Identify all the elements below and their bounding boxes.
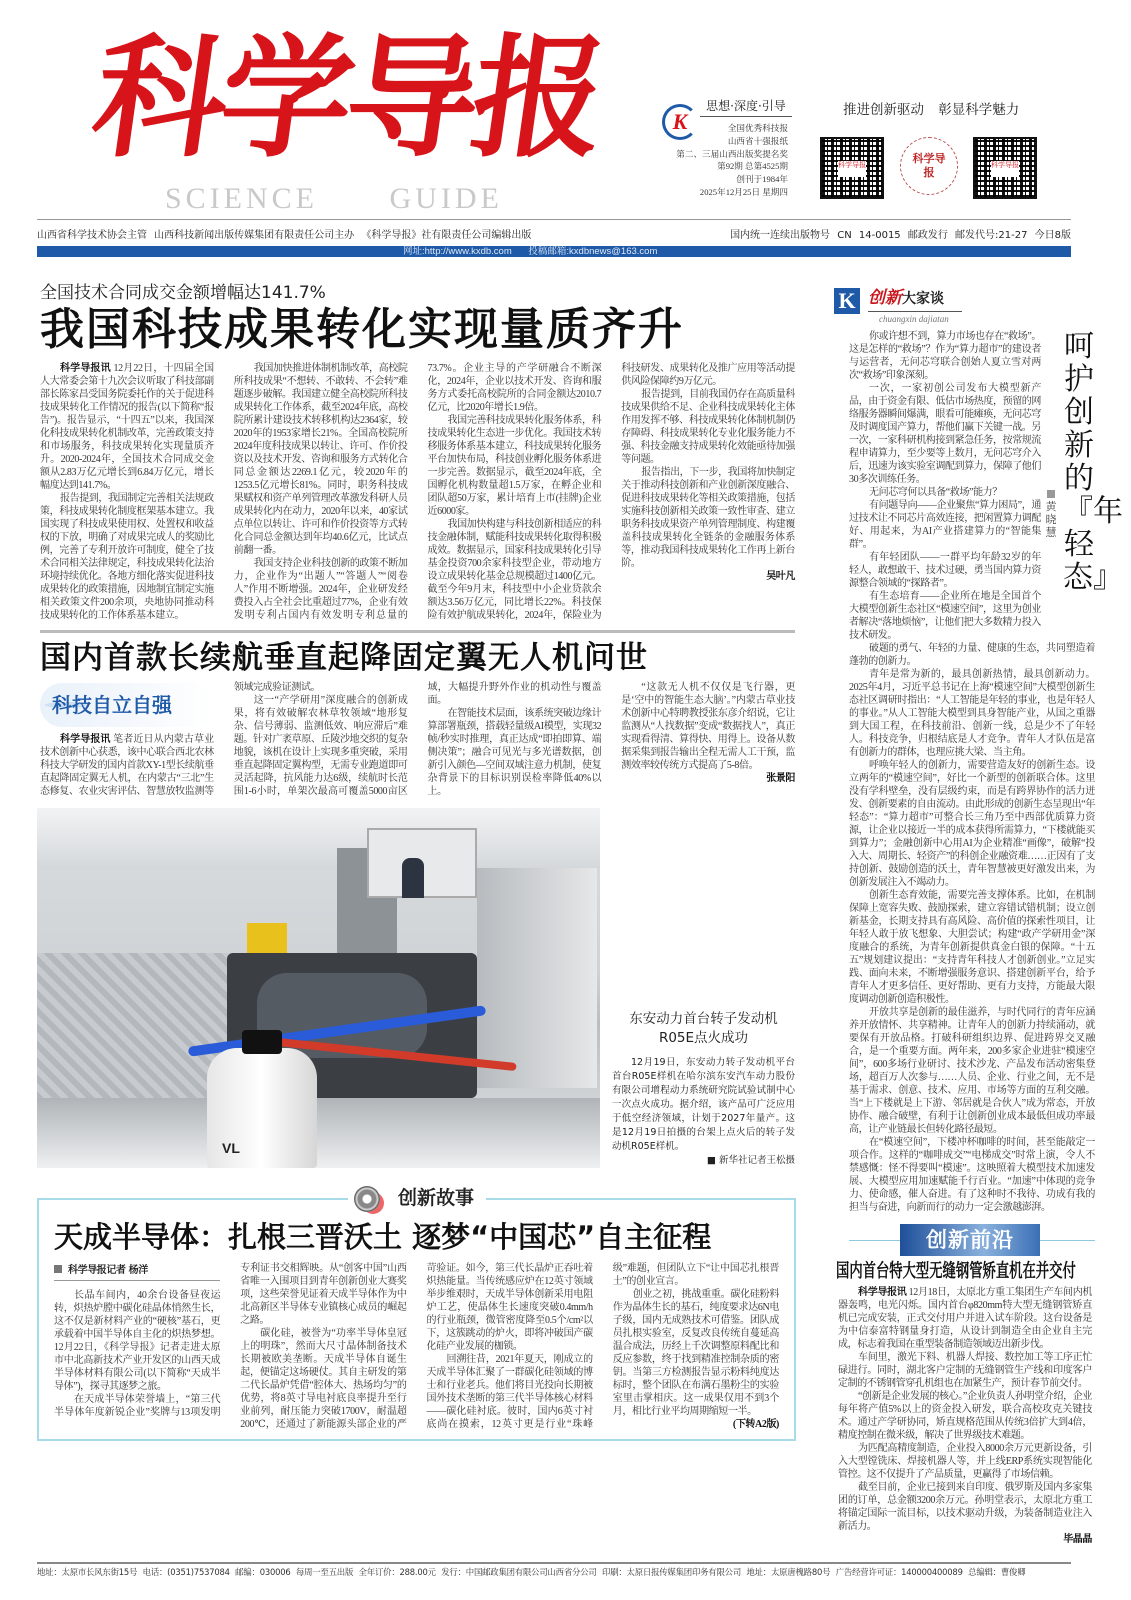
footer-info: 地址：太原市长风东街15号 电话：(0351)7537084 邮编：030006 每周一至五出版 全年订价：288.00元 发行：中国邮政集团有限公司山西省分公司 印刷：太原日报传媒集团印务有限公司 地址：太原唐槐路80号 广告经营许可证：140000400089 总编辑：曹俊卿: [37, 1567, 1026, 1577]
paragraph: “这款无人机不仅仅是飞行器，更是‘空中的智能生态大脑’。”内蒙古草业技术创新中心特聘教授张东彦介绍说，它让监测从“人找数据”变成“数据找人”，真正实现看得清、算得快、用得上。设备从数据采集到报告输出全程无需人工干预，监测效率较传统方式提高了5-8倍。: [621, 682, 795, 771]
paragraph: 车间里，激光下料、机器人焊接、数控加工等工序正忙碌进行。同时，湖北客户定制的无缝钢管生产线和印度客户定制的不锈钢管穿孔机组也在加紧生产，预计春节前交付。: [838, 1352, 1092, 1389]
photo-section: [37, 808, 795, 1168]
paragraph: 科学导报讯 12月22日，十四届全国人大常委会第十九次会议听取了科技部副部长陈家昌受国务院委托作的关于促进科技成果转化工作情况的报告(以下简称“报告”)。报告显示，“十四五”以来，我国深化科技成果转化机制改革，完善政策支持和市场服务，科技成果转化实现量质齐升。2020-2024年，全国技术合同成交金额从2.83万亿元增长到6.84万亿元，增长幅度达到141.7%。: [40, 363, 214, 491]
paragraph: 长晶车间内，40余台设备昼夜运转，炽热炉膛中碳化硅晶体悄然生长，这不仅是新材料产业的“硬核”基石，更承载着中国半导体自主化的炽热梦想。12月22日，《科学导报》记者走进太原市中北高新技术产业开发区的山西天成半导体材料有限公司(以下简称“天成半导体”)，探寻其逐梦之旅。: [54, 1290, 221, 1392]
caption-text: 12月19日，东安动力转子发动机平台首台R05E样机在哈尔滨东安汽车动力股份有限公司增程动力系统研究院试验试制中心一次点火成功。据介绍，该产品可广泛应用于低空经济领域，计划于2027年量产。这是12月19日拍摄的台架上点火后的转子发动机R05E样机。: [612, 1057, 795, 1152]
paragraph: 报告提到，我国制定完善相关法规政策，科技成果转化制度框架基本建立。我国实现了科技成果使用权、处置权和收益权的下放，明确了对成果完成人的奖励比例，完善了专利开放许可制度，健全了技术合同相关法律规定，科技成果转化法治环境持续优化。各地方细化落实促进科技成果转化的政策措施，因地制宜制定实施相关政策文件200余项，央地协同推动科技成果转化的工作体系基本建立。: [40, 493, 214, 621]
paragraph: 创新生态育效能，需要完善支撑体系。比如，在机制保障上宽容失败、鼓励探索，建立容错试错机制；设立创新基金，长期支持具有高风险、高价值的探索性项目，让年轻人敢于放飞想象、大胆尝试；构建“政产学研用金”深度融合的系统，为青年创新提供真金白银的保障。“十五五”规划建议提出：“支持青年科技人才创新创业。”立足实践、面向未来，不断增强服务意识、搭建创新平台，给予青年人才更多信任、更好帮助、更有力支持，方能最大限度调动创新创造积极性。: [849, 890, 1095, 1005]
lead-article-body: [40, 362, 795, 622]
publisher-info: 山西省科学技术协会主管 山西科技新闻出版传媒集团有限责任公司主办 《科学导报》社有限责任公司编辑出版: [37, 230, 532, 241]
column-article: [849, 329, 1123, 1214]
column-pinyin: chuangxin dajiatan: [879, 314, 949, 324]
byline: 张景阳: [766, 773, 795, 784]
newspaper-logo-icon: K: [662, 104, 698, 140]
dateline: 科学导报讯: [60, 734, 111, 745]
paragraph: 我国加快推进体制机制改革，高校院所科技成果“不想转、不敢转、不会转”难题逐步破解。我国建立健全高校院所科技成果转化工作体系，截至2024年底，高校院所累计建设技术转移机构达2364家，较2020年的1953家增长21%。全国高校院所2024年度科技成果以转让、许可、作价投资以及技术开发、咨询和服务方式转化合同总金额达2269.1亿元，较2020年的1253.5亿元增长81%。同时，职务科技成果赋权和资产单列管理改革激发科研人员成果转化内在动力，2020年以来，40家试点单位以转让、许可和作价投资等方式转化合同总金额达到年均40.6亿元，比试点前翻一番。: [233, 363, 408, 556]
qr-label: 科学导报: [838, 161, 866, 177]
paragraph: 科学导报讯 12月18日，太原北方重工集团生产车间内机器轰鸣，电光闪烁。国内首台φ820mm特大型无缝钢管矫直机已完成安装，正式交付用户并进入试车阶段。这台设备是为中信泰富特钢量身打造，从设计到制造全由企业自主完成，标志着我国在重型装备制造领域迈出新步伐。: [838, 1287, 1093, 1350]
meta-line: 山西省十强报纸: [727, 135, 788, 146]
douyin-code-icon[interactable]: 科学导报: [900, 137, 958, 195]
paragraph: 我国支持企业科技创新的政策不断加力，企业作为“出题人”“答题人”“阅卷人”作用不断增强。2024年，企业研发经费投入占全社会比重超过77%，企业有效发明专利占国内有效发明专利总量的73.7%。企业主导的产学研融合不断深化，2024年，企业以技术开发、咨询和服务方式委托高校院所的合同金额达2010.7亿元，比2020年增长1.9倍。: [233, 363, 602, 621]
paragraph: 截至目前，企业已接到来自印度、俄罗斯及国内多家集团的订单，总金额3200余万元。孙明堂表示，太原北方重工将锚定国际一流目标，以技术驱动升级，为装备制造业注入新活力。: [838, 1482, 1092, 1532]
paragraph: 这一“产学研用”深度融合的创新成果，将有效破解农林草牧领域“地形复杂、信号薄弱、监测低效、响应滞后”难题。针对广袤草原、丘陵沙地交织的复杂地貌，该机在设计上实现多重突破，采用垂直起降固定翼构型，无需专业跑道即可灵活起降，抗风能力达6级，续航时长范围1-6小时，单架次最高可覆盖5000亩区域，大幅提升野外作业的机动性与覆盖面。: [233, 682, 602, 797]
paragraph: 青年是常为新的，最具创新热情，最具创新动力。2025年4月，习近平总书记在上海“模速空间”大模型创新生态社区调研时指出：“人工智能是年轻的事业，也是年轻人的事业。”从人工智能大模型到具身智能产业，从国之重器到大国工程，在科技前沿、创新一线，总是少不了年轻人。科技竞争，归根结底是人才竞争。青年人才队伍是富有创新力的群体，也理应挑大梁、当主角。: [849, 669, 1095, 758]
bottle-label: VL: [222, 1140, 240, 1156]
masthead-english: SCIENCE GUIDE: [165, 182, 503, 215]
section-badge: 创新故事: [348, 1183, 486, 1213]
divider: [40, 630, 795, 633]
divider: [37, 219, 1071, 220]
paragraph: 碳化硅，被誉为“功率半导体皇冠上的明珠”，然而大尺寸晶体制备技术长期被欧美垄断。天成半导体自诞生起，便锚定这场硬仗。其自主研发的第二代长晶炉凭借“腔体大、热场均匀”的优势，将8英寸导电衬底良率提升至行业前列，耐压能力突破1700V，耐温超200℃，还通过了新能源头部企业的严苛验证。如今，第三代长晶炉正吞吐着炽热能量。当传统感应炉在12英寸领域举步维艰时，天成半导体创新采用电阻炉工艺，使晶体生长速度突破0.4mm/h的行业瓶颈，微管密度降至0.5个/cm²以下，这簇跳动的炉火，即将冲破国产碳化硅产业发展的枷锁。: [240, 1263, 593, 1430]
column-byline: 黄晓慧: [1045, 490, 1057, 540]
paragraph: 在“模速空间”，下楼冲杯咖啡的时间，甚至能敲定一项合作。这样的“咖啡成交”“电梯成交”时常上演，令人不禁感慨：怪不得要叫“模速”。这映照着大模型技术加速发展、大模型应用加速赋能千行百业。“加速”中体现的竞争力、使命感，催人奋进。有了这种时不我待、功成有我的担当与奋进，向新而行的动力一定会激越澎湃。: [849, 1137, 1095, 1213]
paragraph: 有问题导向——企业聚焦“算力困局”，通过技术让不同芯片高效连接，把闲置算力调配好、用起来，为AI产业搭建算力的“智能集群”。: [849, 500, 1041, 550]
photo-caption-title: 东安动力首台转子发动机 R05E点火成功: [629, 1011, 778, 1046]
right-column: [834, 286, 1123, 1546]
paragraph: 有生态培育——企业所在地是全国首个大模型创新生态社区“模速空间”，这里为创业者解决“落地烦恼”，让他们把大多数精力投入技术研发。: [849, 591, 1041, 641]
qr-label: 科学导报: [991, 161, 1019, 177]
frontier-headline-wrap: [836, 1260, 1095, 1286]
paragraph: 在天成半导体荣誉墙上，“第三代半导体年度新锐企业”奖牌与13项发明专利证书交相辉映。从“创客中国”山西省唯一入围项目到青年创新创业大赛奖项，这些荣誉见证着天成半导体作为中北高新区半导体专业镇核心成员的崛起之路。: [54, 1263, 407, 1418]
gear-icon: [354, 1186, 380, 1212]
qr-code-icon[interactable]: [973, 137, 1037, 199]
paragraph: 破题的勇气、年轻的力量、健康的生态，共同塑造着蓬勃的创新力。: [849, 643, 1095, 667]
main-column: [40, 282, 795, 1441]
paragraph: “创新是企业发展的核心。”企业负责人孙明堂介绍，企业每年将产值5%以上的资金投入研发，联合高校攻克关键技术。通过产学研协同，矫直规格范围从传统3倍扩大到4倍，精度控制在微米级，解决了世界级技术难题。: [838, 1391, 1092, 1441]
paragraph: 为匹配高精度制造，企业投入8000余万元更新设备，引入大型镗铣床、焊接机器人等，并上线ERP系统实现智能化管控。这不仅提升了产品质量，更赢得了市场信赖。: [838, 1443, 1092, 1480]
paragraph: 创业之初，挑战重重。碳化硅粉料作为晶体生长的基石，纯度要求达6N电子级，国内无成熟技术可借鉴。团队成员扎根实验室，反复改良传统自蔓延高温合成法，历经上千次调整原料配比和反应参数，终于找到精准控制杂质的密钥。当第三方检测报告显示粉料纯度达标时，整个团队在布满石墨粉尘的实验室里击掌相庆。这一成果仅用不到3个月，相比行业平均周期缩短一半。: [612, 1289, 779, 1417]
issue-number: 第92期 总第4525期: [717, 161, 788, 172]
paragraph: 呼唤年轻人的创新力，需要营造友好的创新生态。设立两年的“模速空间”，好比一个新型的创新联合体。这里没有学科壁垒，没有层级约束，而是有跨界协作的活力迸发、创新要素的自由流动。由此形成的创新生态呈现出“年轻态”：“算力超市”可整合长三角乃至中西部优质算力资源，让企业以接近一半的成本获得所需算力，“下楼就能买到算力”；金融创新中心用AI为企业精准“画像”，破解“投入大、周期长、轻资产”的科创企业融资难……正因有了支持创新、鼓励创造的沃土，青年智慧被更好激发出来，为创新发展注入不竭动力。: [849, 760, 1095, 888]
slogan: 推进创新驱动 彰显科学魅力: [843, 102, 1020, 118]
byline: 毕晶晶: [1063, 1534, 1092, 1545]
engine-test-photo: [37, 808, 600, 1168]
issue-date: 2025年12月25日 星期四: [699, 186, 788, 197]
founded: 创刊于1984年: [736, 174, 788, 185]
divider: [37, 1562, 1071, 1564]
column-title-block: [1045, 329, 1123, 630]
section-badge: 科技自立自强: [40, 683, 214, 727]
frontier-header: [849, 1224, 1095, 1256]
paragraph: 在智能技术层面，该系统突破边缘计算部署瓶颈，搭载轻量级AI模型，实现32帧/秒实时推理，真正达成“即拍即算、端侧决策”；融合可见光与多光谱数据，创新引入颜色—空间双域注意力机制，使复杂背景下的目标识别误检率降低40%以上。: [427, 708, 602, 797]
paragraph: 一次，一家初创公司发布大模型新产品，由于资金有限、低估市场热度，预留的网络服务器瞬间爆满，眼看可能瘫痪，无问芯穹及时调度国产算力，帮他们赢下关键一战。另一次，一家科研机构接到紧急任务，按常规流程申请算力，至少要等上数月，无问芯穹介入后，迅速为该实验室调配到算力，保障了他们30多次训练任务。: [849, 383, 1041, 485]
publication-info: 国内统一连续出版物号 CN 14-0015 邮政发行 邮发代号:21-27 今日8版: [730, 230, 1071, 241]
continued-note: (下转A2版): [732, 1419, 779, 1430]
drone-headline: 国内首款长续航垂直起降固定翼无人机问世: [40, 640, 648, 676]
paragraph: 报告指出，下一步，我国将加快制定关于推动科技创新和产业创新深度融合、促进科技成果转化等相关政策措施，包括实施科技创新相关政策一致性审查、建立职务科技成果资产单列管理制度、构建覆盖科技成果转化全链条的金融服务体系等，推动我国科技成果转化工作再上新台阶。: [621, 467, 795, 569]
meta-line: 第二、三届山西出版奖提名奖: [676, 148, 788, 159]
qr-code-icon[interactable]: [820, 137, 884, 199]
paragraph: 科学导报讯 笔者近日从内蒙古草业技术创新中心获悉，该中心联合西北农林科技大学研发的国内首款XY-1型长续航垂直起降固定翼无人机，在内蒙古“三北”生态修复、农业灾害评估、智慧放牧监测等领域完成验证测试。: [40, 682, 321, 797]
paragraph: 报告提到，目前我国仍存在高质量科技成果供给不足、企业科技成果转化主体作用发挥不够、科技成果转化体制机制仍存障碍、科技成果转化专业化服务能力不强、科技金融支持成果转化效能亟待加强等问题。: [621, 389, 795, 465]
story-article-body: [54, 1262, 779, 1431]
byline: 科学导报记者 杨洋: [54, 1264, 220, 1281]
paragraph: 回溯往昔，2021年夏天，刚成立的天成半导体汇聚了一群碳化硅领域的博士和行业老兵。他们将目光投向长期被国外技术垄断的第三代半导体核心材料——碳化硅衬底。彼时，国内6英寸衬底尚在摸索，12英寸更是行业“珠峰级”难题，但团队立下“让中国芯扎根晋土”的创业宣言。: [426, 1263, 779, 1430]
column-title: 呵护创新的『年轻态』: [1063, 329, 1123, 595]
dateline: 科学导报讯: [858, 1287, 907, 1298]
paragraph: 我国完善科技成果转化服务体系，科技成果转化生态进一步优化。我国技术转移服务体系基本建立，科技成果转化服务平台加快布局，科技创业孵化服务体系进一步完善。数据显示，截至2024年底，全国孵化机构数量超1.5万家，在孵企业和团队超50万家，累计培育上市(挂牌)企业近6000家。: [427, 415, 602, 517]
motto: 思想·深度·引导: [700, 98, 792, 117]
story-box: [37, 1187, 796, 1441]
paragraph: 你或许想不到，算力市场也存在“救场”。这是怎样的“救场”？作为“算力超市”的建设者与运营者，无问芯穹联合创始人夏立雪对两次“救场”印象深刻。: [849, 331, 1041, 381]
paragraph: 开放共享是创新的最佳滋养，与时代同行的青年应涵养开放情怀、共享精神。让青年人的创新力持续涌动，就要保有开放品格。打破科研组织边界、促进跨界交叉融合，是一个重要方面。两年来，200多家企业进驻“模速空间”，600多场行业研讨、技术沙龙、产品发布活动密集登场，超百万人次参与……人员、企业、行业之间，无不是基于需求、创意、技术、应用、市场等方面的互利交融。当“上下楼就是上下游、邻居就是合伙人”成为常态，开放协作、融合破壁，有利于让创新创业成本最低但成功率最高，让产业链最长但转化路径最短。: [849, 1007, 1095, 1135]
issue-meta: [676, 122, 788, 199]
story-headline: 天成半导体：扎根三晋沃土 逐梦“中国芯”自主征程: [54, 1220, 712, 1254]
meta-line: 全国优秀科技报: [727, 123, 788, 133]
paragraph: 无问芯穹何以具备“救场”能力？: [869, 487, 1002, 498]
drone-article-body: [40, 681, 795, 798]
column-name: 创新大家谈: [868, 286, 962, 312]
frontier-headline: 国内首台特大型无缝钢管矫直机在并交付: [836, 1261, 1076, 1282]
lead-subtitle: 全国技术合同成交金额增幅达141.7%: [40, 283, 326, 303]
paragraph: 有年轻团队——一群平均年龄32岁的年轻人，敢想敢干、技术过硬，勇当国内算力资源整合领域的“探路者”。: [849, 552, 1041, 589]
dateline: 科学导报讯: [60, 363, 111, 374]
column-header: [834, 286, 1095, 330]
photo-caption: [612, 1056, 795, 1168]
section-badge: 创新前沿: [900, 1224, 1040, 1256]
column-logo-icon: K: [834, 288, 860, 314]
frontier-article-body: [838, 1286, 1092, 1546]
photo-credit: ■ 新华社记者王松摄: [707, 1155, 795, 1166]
lead-headline: 我国科技成果转化实现量质齐升: [40, 304, 684, 355]
photo-caption-block: [612, 1010, 795, 1168]
contact-bar: 网址:http://www.kxdb.com 投稿邮箱:kxdbnews@163.com: [37, 246, 1071, 257]
byline: 吴叶凡: [766, 571, 795, 582]
masthead-logo: 科学导报: [84, 21, 610, 176]
paragraph: 我国加快构建与科技创新相适应的科技金融体制，赋能科技成果转化取得积极成效。数据显示，国家科技成果转化引导基金投资700余家科技型企业，带动地方设立成果转化基金总规模超过1400亿元。截至今年9月末，科技型中小企业贷款余额达3.56万亿元，同比增长22%。科技保险有效护航成果转化，2024年，保险业为科技研发、成果转化及推广应用等活动提供风险保障约9万亿元。: [427, 363, 795, 621]
